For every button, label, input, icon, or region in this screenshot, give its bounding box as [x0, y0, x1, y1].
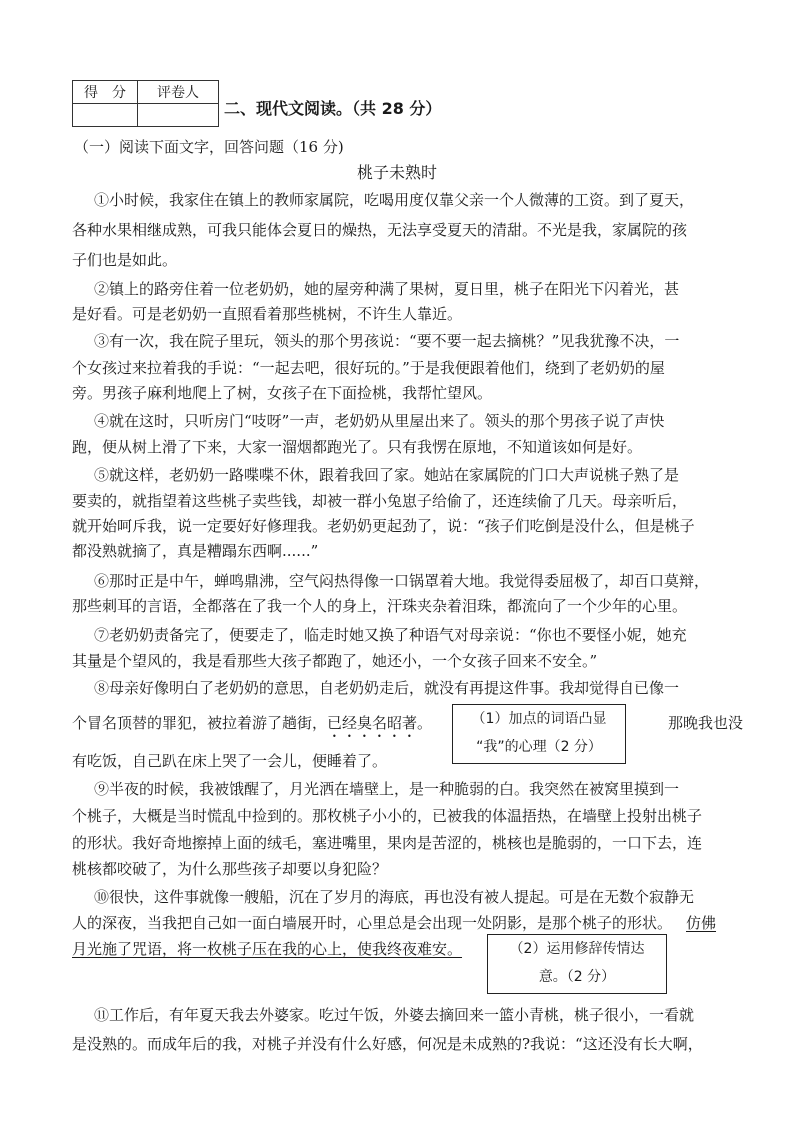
dotted-word: 已经臭名昭著。 — [327, 714, 433, 732]
text-line: 其量是个望风的，我是看那些大孩子都跑了，她还小，一个女孩子回来不安全。” — [72, 652, 598, 670]
text-line: 个桃子，大概是当时慌乱中捡到的。那枚桃子小小的，已被我的体温捂热，在墙壁上投射出桃子 — [72, 807, 703, 825]
grader-cell[interactable] — [138, 104, 219, 127]
annotation-1-line-2: “我”的心理（2 分） — [476, 739, 602, 755]
text-line: 人的深夜，当我把自己如一面白墙展开时，心里总是会出现一处阴影，是那个桃子的形状。 — [72, 914, 673, 932]
annotation-1-line-1: （1）加点的词语凸显 — [471, 711, 607, 727]
text-line: 是好看。可是老奶奶一直照看着那些桃树，不许生人靠近。 — [72, 305, 463, 323]
text-line: ⑧母亲好像明白了老奶奶的意思，自老奶奶走后，就没有再提这件事。我却觉得自已像一 — [94, 679, 680, 697]
text-line: 就开始呵斥我，说一定要好好修理我。老奶奶更起劲了，说：“孩子们吃倒是没什么，但是桃子 — [72, 517, 695, 535]
score-header: 得 分 — [73, 81, 138, 104]
text-line: ⑨半夜的时候，我被饿醒了，月光洒在墙壁上，是一种脆弱的白。我突然在被窝里摸到一 — [94, 780, 680, 798]
annotation-box-1 — [452, 704, 626, 764]
text-line: ④就在这时，只听房门“吱呀”一声，老奶奶从里屋出来了。领头的那个男孩子说了声快 — [94, 412, 665, 430]
text-line: 旁。男孩子麻利地爬上了树，女孩子在下面捡桃，我帮忙望风。 — [72, 384, 493, 402]
text-fragment: 个冒名顶替的罪犯，被拉着游了趟街， — [72, 714, 328, 732]
text-line: ⑥那时正是中午，蝉鸣鼎沸，空气闷热得像一口锅罩着大地。我觉得委屈极了，却百口莫辩， — [94, 572, 710, 590]
text-line: 个女孩过来拉着我的手说：“一起去吧，很好玩的。”于是我便跟着他们，绕到了老奶奶的屋 — [72, 359, 665, 377]
underlined-sentence: 月光施了咒语，将一枚桃子压在我的心上，使我终夜难安。 — [72, 940, 463, 958]
text-line: ②镇上的路旁住着一位老奶奶，她的屋旁种满了果树，夏日里，桃子在阳光下闪着光，甚 — [94, 280, 680, 298]
annotation-box-2 — [487, 934, 667, 994]
text-line: 那些刺耳的言语，全都落在了我一个人的身上，汗珠夹杂着泪珠，都流向了一个少年的心里。 — [72, 597, 688, 615]
text-line: 是没熟的。而成年后的我，对桃子并没有什么好感，何况是未成熟的?我说：“这还没有长大啊， — [72, 1035, 703, 1053]
section-heading: 二、现代文阅读。（共 28 分） — [224, 99, 442, 118]
text-line: ①小时候，我家住在镇上的教师家属院，吃喝用度仅靠父亲一个人微薄的工资。到了夏天， — [94, 191, 695, 209]
text-line: 跑，便从树上滑了下来，大家一溜烟都跑光了。只有我愣在原地，不知道该如何是好。 — [72, 438, 643, 456]
text-line: ⑪工作后，有年夏天我去外婆家。吃过午饭，外婆去摘回来一篮小青桃，桃子很小，一看就 — [94, 1006, 695, 1024]
annotation-2-line-1: （2）运用修辞传情达 — [509, 941, 645, 957]
underlined-start: 仿佛 — [686, 914, 717, 932]
article-title: 桃子未熟时 — [356, 163, 437, 182]
sub-heading: （一）阅读下面文字，回答问题（16 分) — [74, 138, 344, 156]
text-line: ⑤就这样，老奶奶一路喋喋不休，跟着我回了家。她站在家属院的门口大声说桃子熟了是 — [94, 466, 680, 484]
text-line: 各种水果相继成熟，可我只能体会夏日的燥热，无法享受夏天的清甜。不光是我，家属院的孩 — [72, 221, 688, 239]
grader-header: 评卷人 — [138, 81, 219, 104]
text-line: ③有一次，我在院子里玩，领头的那个男孩说：“要不要一起去摘桃？”见我犹豫不决，一 — [94, 332, 680, 350]
score-table — [72, 80, 219, 127]
text-line: 子们也是如此。 — [72, 251, 178, 269]
score-cell[interactable] — [73, 104, 138, 127]
text-fragment-right: 那晚我也没 — [668, 714, 744, 732]
text-line: 都没熟就摘了，真是糟蹋东西啊......” — [72, 542, 319, 560]
text-line: 要卖的，就指望着这些桃子卖些钱，却被一群小兔崽子给偷了，还连续偷了几天。母亲听后， — [72, 492, 688, 510]
text-line: ⑦老奶奶责备完了，便要走了，临走时她又换了种语气对母亲说：“你也不要怪小妮，她充 — [94, 626, 687, 644]
text-line: 的形状。我好奇地擦掉上面的绒毛，塞进嘴里，果肉是苦涩的，桃核也是脆弱的，一口下去，连 — [72, 834, 703, 852]
annotation-2-line-2: 意。（2 分） — [538, 969, 616, 985]
text-line: 有吃饭，自己趴在床上哭了一会儿，便睡着了。 — [72, 752, 388, 770]
text-line-with-dotted-word — [72, 712, 432, 741]
text-line: 桃核都咬破了，为什么那些孩子却要以身犯险？ — [72, 860, 388, 878]
text-line: ⑩很快，这件事就像一艘船，沉在了岁月的海底，再也没有被人提起。可是在无数个寂静无 — [94, 888, 695, 906]
